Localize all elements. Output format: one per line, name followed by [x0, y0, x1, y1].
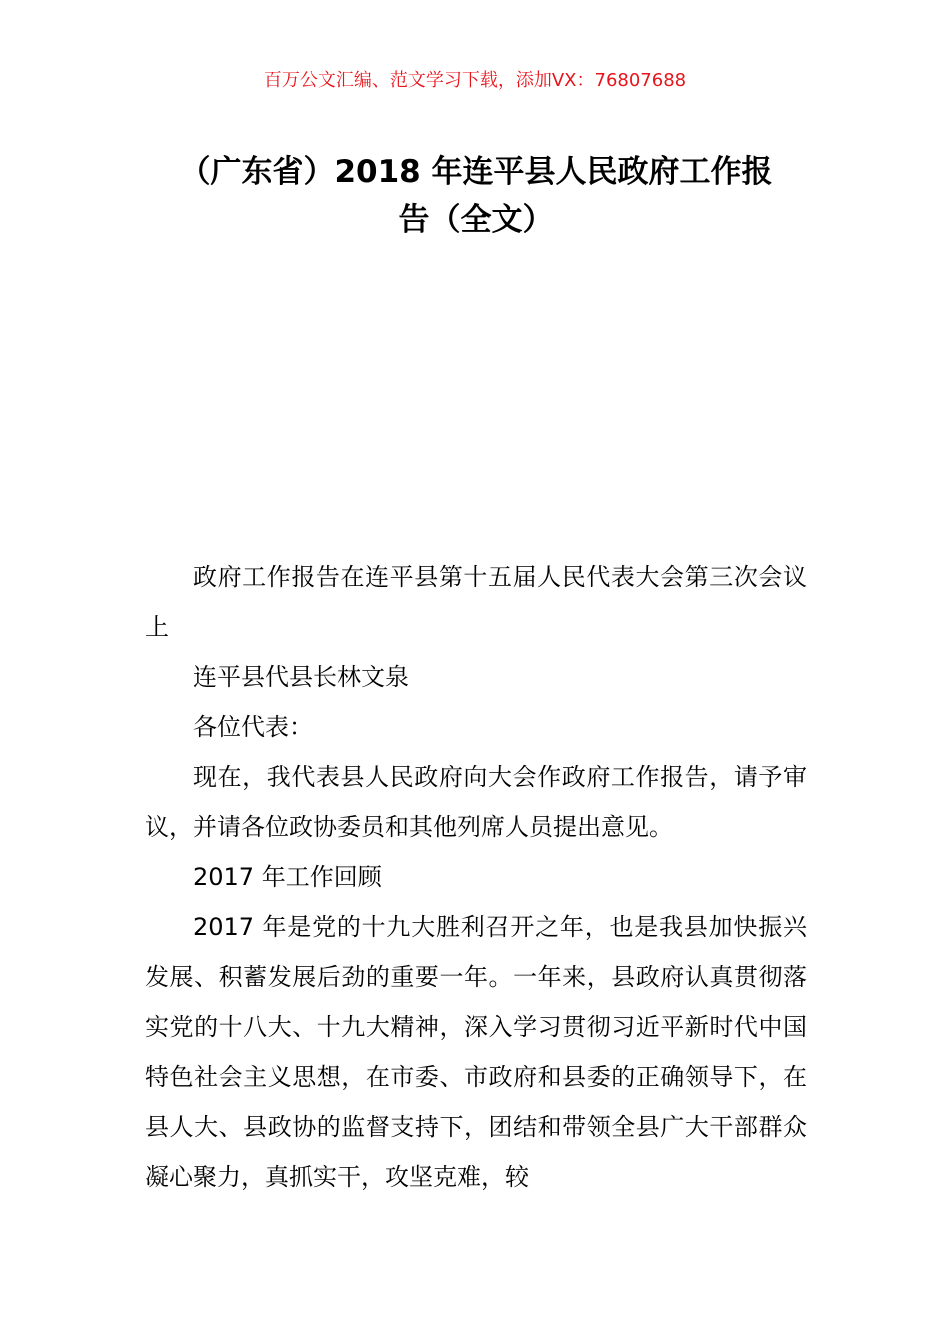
title-line-2: 告（全文） — [398, 202, 554, 238]
title-line-1: （广东省）2018 年连平县人民政府工作报 — [179, 154, 773, 190]
paragraph-review: 2017 年是党的十九大胜利召开之年，也是我县加快振兴发展、积蓄发展后劲的重要一年。一年来，县政府认真贯彻落实党的十八大、十九大精神，深入学习贯彻习近平新时代中国特色社会主义思想，在市委、市政府和县委的正确领导下，在县人大、县政协的监督支持下，团结和带领全县广大干部群众凝心聚力，真抓实干，攻坚克难，较 — [145, 913, 807, 1191]
paragraph-author: 连平县代县长林文泉 — [193, 663, 409, 691]
header-note: 百万公文汇编、范文学习下载，添加VX：76807688 — [263, 70, 687, 91]
document-title — [145, 148, 807, 244]
paragraph-salutation: 各位代表： — [193, 713, 313, 741]
document-body — [145, 552, 807, 1202]
paragraph-intro: 现在，我代表县人民政府向大会作政府工作报告，请予审议，并请各位政协委员和其他列席人员提出意见。 — [145, 763, 807, 841]
paragraph-meeting: 政府工作报告在连平县第十五届人民代表大会第三次会议上 — [145, 563, 807, 641]
section-heading: 2017 年工作回顾 — [193, 863, 382, 891]
